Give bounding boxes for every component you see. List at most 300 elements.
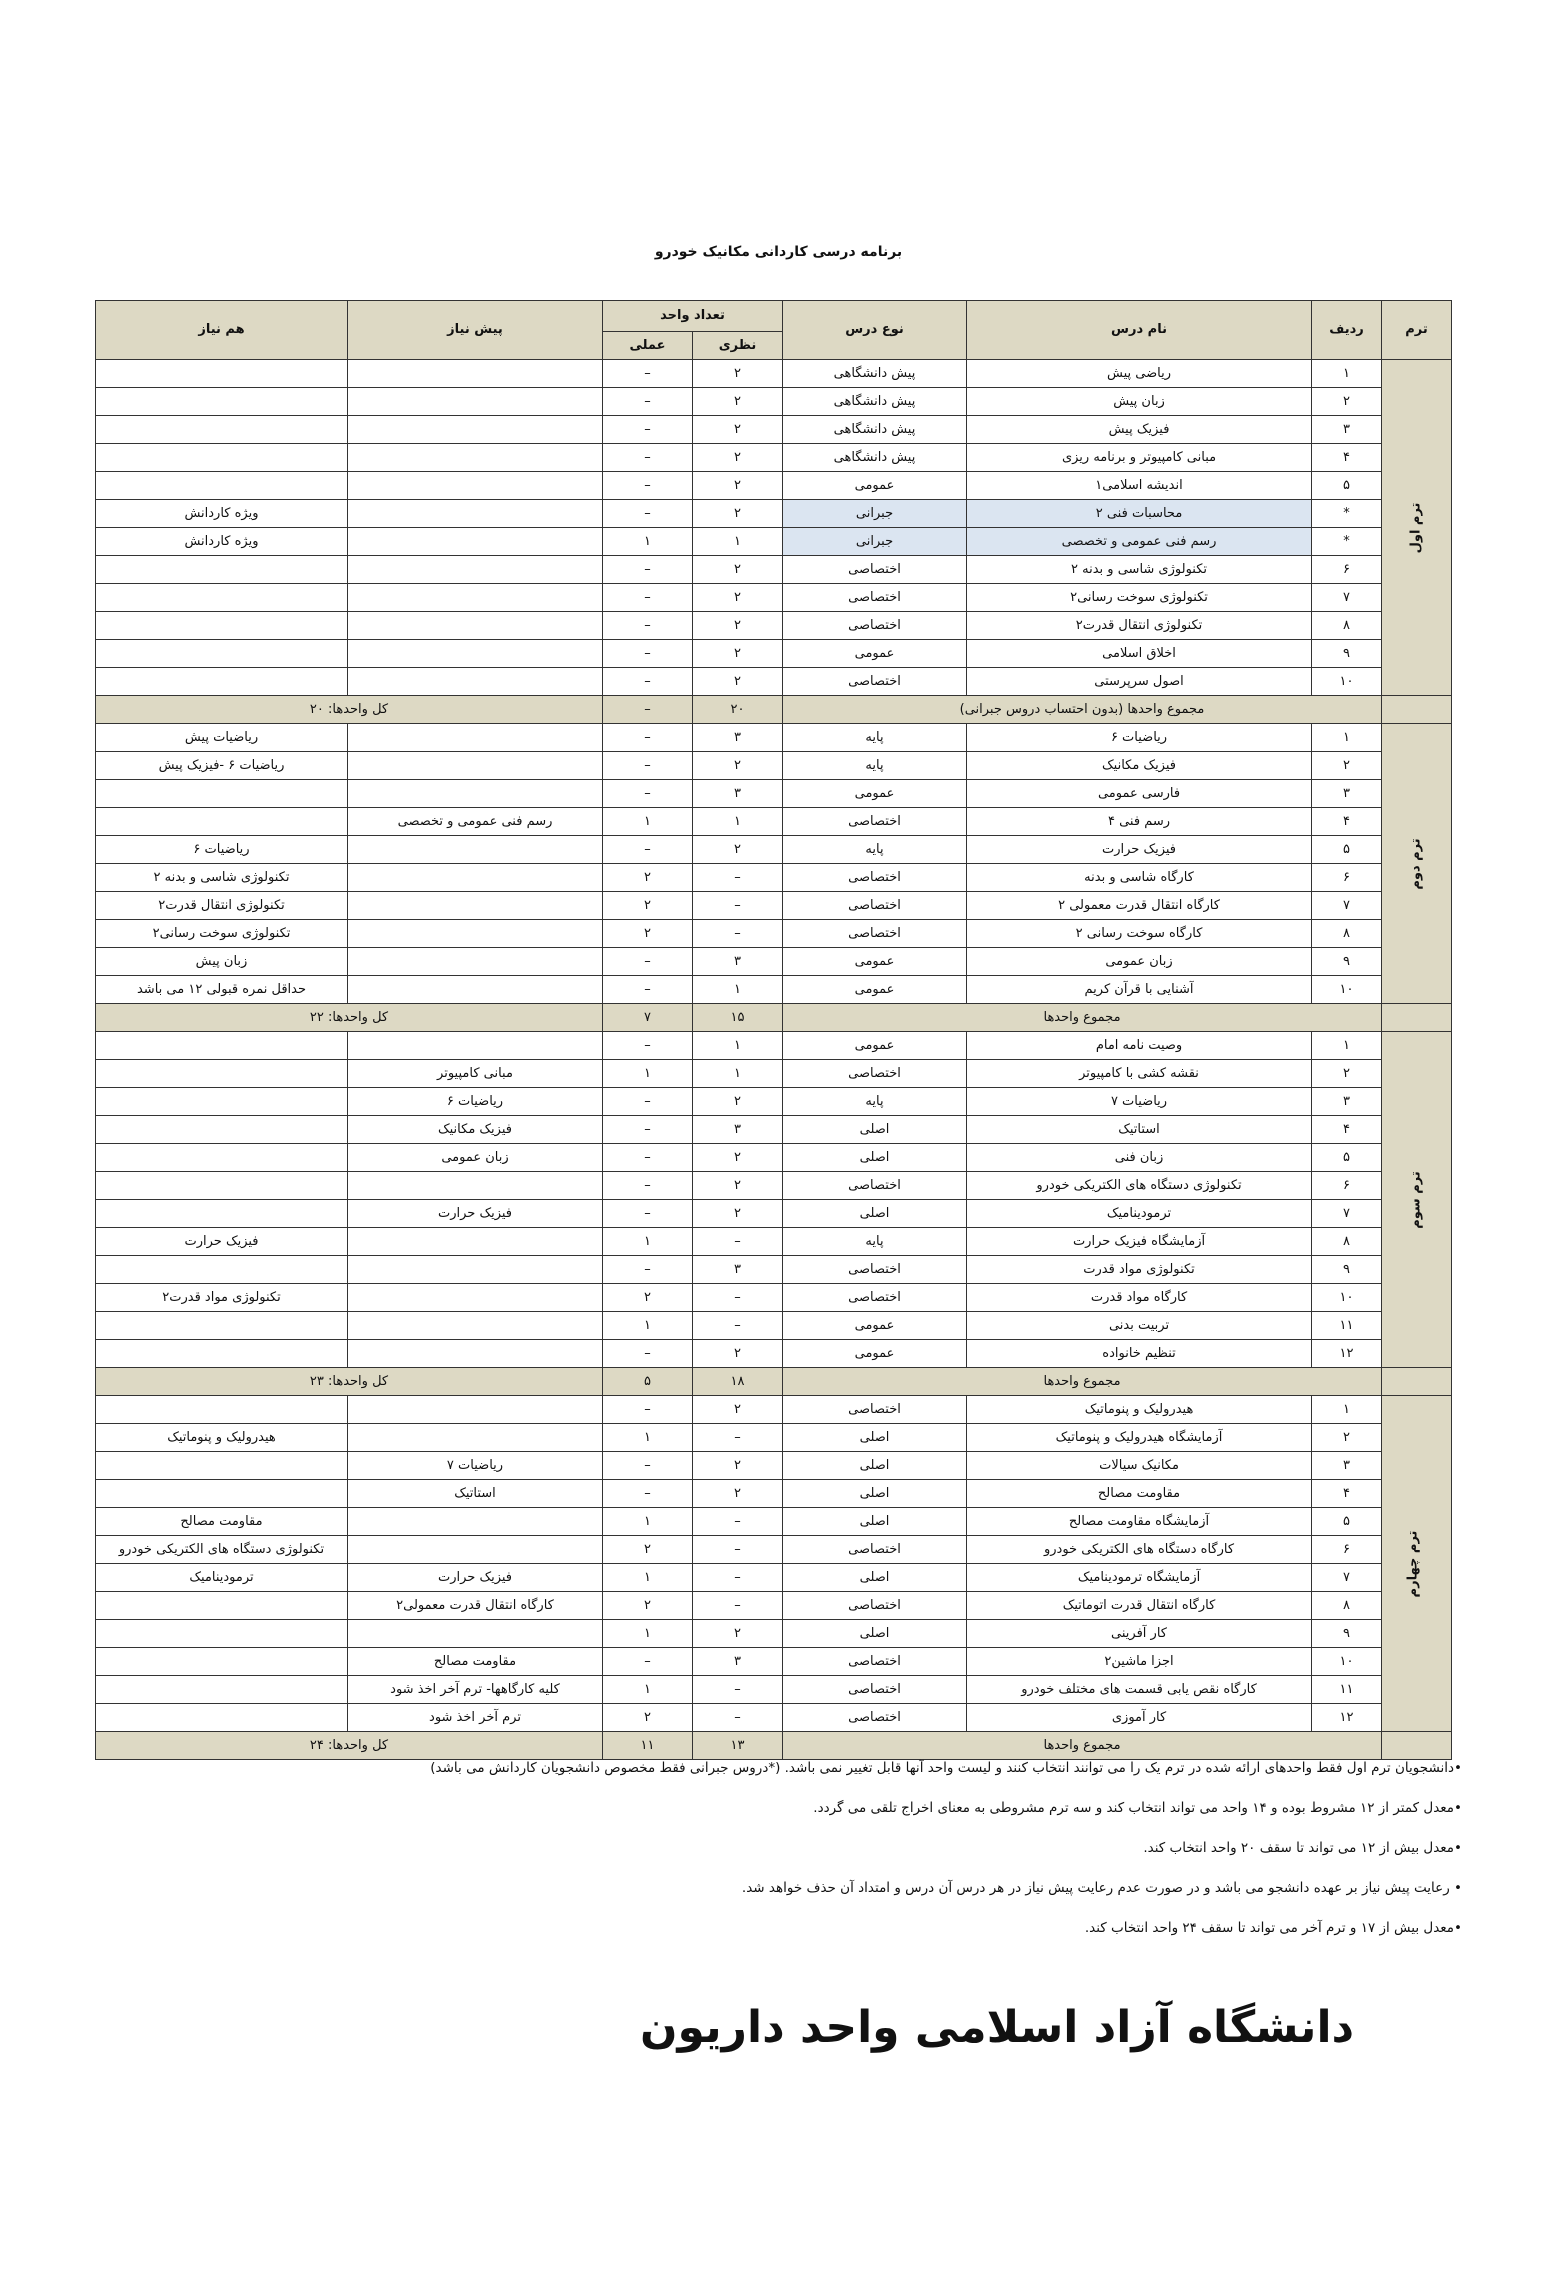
corequisite — [96, 1144, 348, 1172]
summary-theory: ۱۸ — [693, 1368, 783, 1396]
table-row — [96, 1116, 1452, 1144]
header-row: ردیف — [1312, 301, 1382, 360]
header-course: نام درس — [967, 301, 1312, 360]
corequisite — [96, 1340, 348, 1368]
row-number: ۴ — [1312, 1116, 1382, 1144]
row-number: ۸ — [1312, 1228, 1382, 1256]
theory-units: – — [693, 1564, 783, 1592]
header-coreq: هم نیاز — [96, 301, 348, 360]
term-label — [1382, 1032, 1452, 1368]
row-number: ۱ — [1312, 1032, 1382, 1060]
prerequisite — [348, 1396, 603, 1424]
theory-units: ۲ — [693, 584, 783, 612]
prerequisite — [348, 388, 603, 416]
theory-units: ۲ — [693, 388, 783, 416]
practical-units: – — [603, 360, 693, 388]
theory-units: – — [693, 1424, 783, 1452]
corequisite — [96, 808, 348, 836]
row-number: ۳ — [1312, 780, 1382, 808]
corequisite — [96, 1592, 348, 1620]
corequisite: زبان پیش — [96, 948, 348, 976]
course-name: آشنایی با قرآن کریم — [967, 976, 1312, 1004]
summary-term-spacer — [1382, 1004, 1452, 1032]
summary-practical: ۱۱ — [603, 1732, 693, 1760]
course-type: پیش دانشگاهی — [783, 360, 967, 388]
practical-units: ۱ — [603, 1564, 693, 1592]
prerequisite — [348, 416, 603, 444]
course-type: اختصاصی — [783, 1676, 967, 1704]
practical-units: – — [603, 780, 693, 808]
university-logo — [105, 1992, 1355, 2062]
table-row — [96, 640, 1452, 668]
note-item: • رعایت پیش نیاز بر عهده دانشجو می باشد و در صورت عدم رعایت پیش نیاز در هر درس آن درس و امتداد آن حذف خواهد شد. — [741, 1880, 1462, 1896]
row-number: ۶ — [1312, 1172, 1382, 1200]
practical-units: – — [603, 640, 693, 668]
prerequisite — [348, 1620, 603, 1648]
practical-units: – — [603, 1340, 693, 1368]
summary-theory: ۱۵ — [693, 1004, 783, 1032]
corequisite — [96, 360, 348, 388]
row-number: ۲ — [1312, 1424, 1382, 1452]
curriculum-table — [95, 300, 1452, 1760]
summary-label: مجموع واحدها (بدون احتساب دروس جبرانی) — [783, 696, 1382, 724]
corequisite — [96, 1256, 348, 1284]
prerequisite — [348, 584, 603, 612]
term-label — [1382, 724, 1452, 1004]
header-theory: نظری — [693, 332, 783, 360]
course-name: آزمایشگاه مقاومت مصالح — [967, 1508, 1312, 1536]
practical-units: ۲ — [603, 920, 693, 948]
table-row — [96, 1172, 1452, 1200]
theory-units: ۱ — [693, 976, 783, 1004]
course-name: اخلاق اسلامی — [967, 640, 1312, 668]
practical-units: – — [603, 556, 693, 584]
prerequisite — [348, 612, 603, 640]
table-row — [96, 864, 1452, 892]
course-type: اختصاصی — [783, 1256, 967, 1284]
summary-practical: ۷ — [603, 1004, 693, 1032]
prerequisite — [348, 1032, 603, 1060]
term-summary-row — [96, 1732, 1452, 1760]
row-number: ۳ — [1312, 1452, 1382, 1480]
course-type: اختصاصی — [783, 612, 967, 640]
theory-units: ۲ — [693, 556, 783, 584]
corequisite: تکنولوژی انتقال قدرت۲ — [96, 892, 348, 920]
header-units: تعداد واحد — [603, 301, 783, 332]
prerequisite: زبان عمومی — [348, 1144, 603, 1172]
table-row — [96, 1396, 1452, 1424]
prerequisite: کلیه کارگاهها- ترم آخر اخذ شود — [348, 1676, 603, 1704]
course-name: اندیشه اسلامی۱ — [967, 472, 1312, 500]
corequisite: ریاضیات ۶ -فیزیک پیش — [96, 752, 348, 780]
practical-units: – — [603, 1200, 693, 1228]
course-type: عمومی — [783, 640, 967, 668]
corequisite — [96, 1480, 348, 1508]
corequisite — [96, 416, 348, 444]
course-type: پایه — [783, 1228, 967, 1256]
table-row — [96, 1144, 1452, 1172]
course-name: ترمودینامیک — [967, 1200, 1312, 1228]
note-item: •دانشجویان ترم اول فقط واحدهای ارائه شده در ترم یک را می توانند انتخاب کنند و لیست واحد آنها قابل تغییر نمی باشد. (*دروس جبرانی فقط مخصوص دانشجویان کاردانش می باشد) — [430, 1760, 1462, 1776]
table-row — [96, 724, 1452, 752]
row-number: ۴ — [1312, 1480, 1382, 1508]
practical-units: ۲ — [603, 864, 693, 892]
theory-units: ۲ — [693, 1088, 783, 1116]
practical-units: ۱ — [603, 1424, 693, 1452]
table-row — [96, 892, 1452, 920]
course-type: اختصاصی — [783, 808, 967, 836]
practical-units: – — [603, 500, 693, 528]
row-number: ۷ — [1312, 584, 1382, 612]
course-type: اصلی — [783, 1452, 967, 1480]
row-number: ۲ — [1312, 1060, 1382, 1088]
summary-total: کل واحدها: ۲۳ — [96, 1368, 603, 1396]
table-row — [96, 1060, 1452, 1088]
row-number: ۵ — [1312, 472, 1382, 500]
course-type: اختصاصی — [783, 864, 967, 892]
practical-units: – — [603, 1648, 693, 1676]
corequisite — [96, 1116, 348, 1144]
course-type: عمومی — [783, 780, 967, 808]
course-type: پیش دانشگاهی — [783, 388, 967, 416]
table-row — [96, 472, 1452, 500]
prerequisite: مقاومت مصالح — [348, 1648, 603, 1676]
prerequisite — [348, 752, 603, 780]
course-name: تکنولوژی انتقال قدرت۲ — [967, 612, 1312, 640]
theory-units: ۲ — [693, 1144, 783, 1172]
course-name: تنظیم خانواده — [967, 1340, 1312, 1368]
practical-units: ۲ — [603, 1592, 693, 1620]
row-number: ۷ — [1312, 1200, 1382, 1228]
prerequisite: ترم آخر اخذ شود — [348, 1704, 603, 1732]
course-name: نقشه کشی با کامپیوتر — [967, 1060, 1312, 1088]
table-row — [96, 1564, 1452, 1592]
term-label-text: ترم دوم — [1408, 837, 1424, 890]
course-type: عمومی — [783, 976, 967, 1004]
corequisite — [96, 1200, 348, 1228]
table-row — [96, 1032, 1452, 1060]
course-name: آزمایشگاه فیزیک حرارت — [967, 1228, 1312, 1256]
prerequisite — [348, 1340, 603, 1368]
table-row — [96, 416, 1452, 444]
corequisite — [96, 1088, 348, 1116]
course-name: تکنولوژی شاسی و بدنه ۲ — [967, 556, 1312, 584]
prerequisite: استاتیک — [348, 1480, 603, 1508]
theory-units: ۲ — [693, 668, 783, 696]
table-row — [96, 1256, 1452, 1284]
course-name: مقاومت مصالح — [967, 1480, 1312, 1508]
corequisite — [96, 1620, 348, 1648]
prerequisite: ریاضیات ۶ — [348, 1088, 603, 1116]
theory-units: – — [693, 1676, 783, 1704]
course-name: رسم فنی ۴ — [967, 808, 1312, 836]
row-number: ۵ — [1312, 836, 1382, 864]
table-row — [96, 584, 1452, 612]
theory-units: ۳ — [693, 948, 783, 976]
course-type: اختصاصی — [783, 1648, 967, 1676]
term-summary-row — [96, 696, 1452, 724]
practical-units: – — [603, 668, 693, 696]
course-name: کارگاه مواد قدرت — [967, 1284, 1312, 1312]
prerequisite — [348, 724, 603, 752]
course-name: فیزیک پیش — [967, 416, 1312, 444]
corequisite — [96, 444, 348, 472]
table-row — [96, 1508, 1452, 1536]
course-name: کارگاه سوخت رسانی ۲ — [967, 920, 1312, 948]
table-row — [96, 500, 1452, 528]
course-name: مبانی کامپیوتر و برنامه ریزی — [967, 444, 1312, 472]
term-label — [1382, 360, 1452, 696]
practical-units: – — [603, 1088, 693, 1116]
row-number: ۷ — [1312, 1564, 1382, 1592]
prerequisite — [348, 1312, 603, 1340]
table-row — [96, 976, 1452, 1004]
practical-units: ۱ — [603, 1620, 693, 1648]
course-name: اجزا ماشین۲ — [967, 1648, 1312, 1676]
prerequisite: ریاضیات ۷ — [348, 1452, 603, 1480]
theory-units: ۲ — [693, 1200, 783, 1228]
prerequisite — [348, 780, 603, 808]
theory-units: ۳ — [693, 1116, 783, 1144]
corequisite — [96, 1172, 348, 1200]
table-row — [96, 1424, 1452, 1452]
corequisite — [96, 388, 348, 416]
course-name: زبان فنی — [967, 1144, 1312, 1172]
theory-units: ۱ — [693, 808, 783, 836]
course-name: تکنولوژی سوخت رسانی۲ — [967, 584, 1312, 612]
practical-units: – — [603, 1172, 693, 1200]
row-number: ۳ — [1312, 1088, 1382, 1116]
table-row — [96, 836, 1452, 864]
theory-units: ۱ — [693, 528, 783, 556]
theory-units: – — [693, 1704, 783, 1732]
corequisite — [96, 668, 348, 696]
course-name: تکنولوژی مواد قدرت — [967, 1256, 1312, 1284]
theory-units: – — [693, 1284, 783, 1312]
corequisite: تکنولوژی مواد قدرت۲ — [96, 1284, 348, 1312]
prerequisite — [348, 1424, 603, 1452]
row-number: ۹ — [1312, 640, 1382, 668]
table-row — [96, 920, 1452, 948]
course-name: اصول سرپرستی — [967, 668, 1312, 696]
corequisite — [96, 1452, 348, 1480]
course-type: اختصاصی — [783, 1060, 967, 1088]
theory-units: ۲ — [693, 1620, 783, 1648]
prerequisite — [348, 528, 603, 556]
term-label — [1382, 1396, 1452, 1732]
table-row — [96, 1284, 1452, 1312]
course-type: اختصاصی — [783, 1704, 967, 1732]
practical-units: – — [603, 416, 693, 444]
course-type: اصلی — [783, 1480, 967, 1508]
practical-units: – — [603, 612, 693, 640]
summary-label: مجموع واحدها — [783, 1004, 1382, 1032]
practical-units: – — [603, 724, 693, 752]
course-type: اصلی — [783, 1620, 967, 1648]
table-row — [96, 752, 1452, 780]
course-type: اصلی — [783, 1116, 967, 1144]
practical-units: – — [603, 1144, 693, 1172]
summary-theory: ۲۰ — [693, 696, 783, 724]
corequisite: حداقل نمره قبولی ۱۲ می باشد — [96, 976, 348, 1004]
table-row — [96, 528, 1452, 556]
theory-units: ۲ — [693, 1396, 783, 1424]
notes-section — [106, 1757, 1462, 1957]
row-number: ۲ — [1312, 752, 1382, 780]
corequisite: تکنولوژی سوخت رسانی۲ — [96, 920, 348, 948]
practical-units: – — [603, 472, 693, 500]
course-name: فیزیک مکانیک — [967, 752, 1312, 780]
row-number: ۱ — [1312, 1396, 1382, 1424]
theory-units: ۳ — [693, 1256, 783, 1284]
corequisite — [96, 584, 348, 612]
theory-units: ۳ — [693, 1648, 783, 1676]
header-prereq: پیش نیاز — [348, 301, 603, 360]
practical-units: ۱ — [603, 808, 693, 836]
prerequisite — [348, 1228, 603, 1256]
theory-units: ۲ — [693, 472, 783, 500]
course-name: زبان پیش — [967, 388, 1312, 416]
row-number: ۴ — [1312, 808, 1382, 836]
course-name: هیدرولیک و پنوماتیک — [967, 1396, 1312, 1424]
course-type: اختصاصی — [783, 920, 967, 948]
row-number: ۷ — [1312, 892, 1382, 920]
table-row — [96, 1200, 1452, 1228]
table-row — [96, 808, 1452, 836]
note-item: •معدل کمتر از ۱۲ مشروط بوده و ۱۴ واحد می تواند انتخاب کند و سه ترم مشروطی به معنای اخراج تلقی می گردد. — [813, 1800, 1462, 1816]
row-number: * — [1312, 528, 1382, 556]
course-name: کارگاه انتقال قدرت معمولی ۲ — [967, 892, 1312, 920]
theory-units: – — [693, 1228, 783, 1256]
course-type: اختصاصی — [783, 1172, 967, 1200]
practical-units: – — [603, 584, 693, 612]
corequisite: ریاضیات ۶ — [96, 836, 348, 864]
summary-term-spacer — [1382, 1732, 1452, 1760]
prerequisite: مبانی کامپیوتر — [348, 1060, 603, 1088]
row-number: ۱۰ — [1312, 1648, 1382, 1676]
prerequisite: کارگاه انتقال قدرت معمولی۲ — [348, 1592, 603, 1620]
table-row — [96, 1228, 1452, 1256]
summary-practical: ۵ — [603, 1368, 693, 1396]
course-type: عمومی — [783, 1032, 967, 1060]
theory-units: ۱ — [693, 1032, 783, 1060]
theory-units: ۲ — [693, 1480, 783, 1508]
practical-units: ۱ — [603, 1676, 693, 1704]
prerequisite — [348, 864, 603, 892]
course-type: اصلی — [783, 1424, 967, 1452]
prerequisite — [348, 472, 603, 500]
corequisite — [96, 1648, 348, 1676]
corequisite: فیزیک حرارت — [96, 1228, 348, 1256]
table-row — [96, 780, 1452, 808]
table-row — [96, 612, 1452, 640]
course-type: اصلی — [783, 1200, 967, 1228]
practical-units: – — [603, 1452, 693, 1480]
corequisite: مقاومت مصالح — [96, 1508, 348, 1536]
table-row — [96, 1704, 1452, 1732]
prerequisite — [348, 556, 603, 584]
practical-units: ۲ — [603, 892, 693, 920]
prerequisite — [348, 444, 603, 472]
corequisite — [96, 472, 348, 500]
practical-units: ۱ — [603, 1228, 693, 1256]
row-number: ۹ — [1312, 1256, 1382, 1284]
course-name: کارگاه دستگاه های الکتریکی خودرو — [967, 1536, 1312, 1564]
corequisite: ترمودینامیک — [96, 1564, 348, 1592]
prerequisite — [348, 668, 603, 696]
corequisite: ریاضیات پیش — [96, 724, 348, 752]
course-type: اختصاصی — [783, 556, 967, 584]
summary-label: مجموع واحدها — [783, 1368, 1382, 1396]
corequisite — [96, 1396, 348, 1424]
theory-units: ۲ — [693, 836, 783, 864]
course-type: اختصاصی — [783, 584, 967, 612]
logo-text: دانشگاه آزاد اسلامی واحد داریون — [640, 2002, 1355, 2053]
corequisite — [96, 1676, 348, 1704]
corequisite: ویژه کاردانش — [96, 500, 348, 528]
course-name: تکنولوژی دستگاه های الکتریکی خودرو — [967, 1172, 1312, 1200]
table-row — [96, 1648, 1452, 1676]
course-type: اصلی — [783, 1564, 967, 1592]
row-number: ۵ — [1312, 1508, 1382, 1536]
theory-units: – — [693, 1536, 783, 1564]
table-row — [96, 1536, 1452, 1564]
theory-units: ۱ — [693, 1060, 783, 1088]
course-type: اختصاصی — [783, 1536, 967, 1564]
page-title: برنامه درسی کاردانی مکانیک خودرو — [654, 244, 903, 260]
course-type: جبرانی — [783, 500, 967, 528]
corequisite — [96, 1060, 348, 1088]
prerequisite: فیزیک حرارت — [348, 1564, 603, 1592]
course-type: عمومی — [783, 1340, 967, 1368]
prerequisite — [348, 1508, 603, 1536]
practical-units: ۱ — [603, 528, 693, 556]
practical-units: – — [603, 1032, 693, 1060]
row-number: ۶ — [1312, 864, 1382, 892]
corequisite — [96, 640, 348, 668]
course-name: کار آموزی — [967, 1704, 1312, 1732]
course-name: کارگاه نقص یابی قسمت های مختلف خودرو — [967, 1676, 1312, 1704]
course-name: ریاضی پیش — [967, 360, 1312, 388]
theory-units: ۳ — [693, 780, 783, 808]
practical-units: ۱ — [603, 1060, 693, 1088]
table-row — [96, 1480, 1452, 1508]
table-row — [96, 1452, 1452, 1480]
row-number: ۸ — [1312, 612, 1382, 640]
corequisite: تکنولوژی دستگاه های الکتریکی خودرو — [96, 1536, 348, 1564]
summary-total: کل واحدها: ۲۴ — [96, 1732, 603, 1760]
corequisite — [96, 1704, 348, 1732]
row-number: ۶ — [1312, 556, 1382, 584]
theory-units: ۲ — [693, 444, 783, 472]
course-name: فارسی عمومی — [967, 780, 1312, 808]
row-number: ۴ — [1312, 444, 1382, 472]
course-type: اختصاصی — [783, 1396, 967, 1424]
summary-practical: – — [603, 696, 693, 724]
row-number: ۱۲ — [1312, 1704, 1382, 1732]
practical-units: – — [603, 444, 693, 472]
row-number: ۱۰ — [1312, 668, 1382, 696]
practical-units: – — [603, 1256, 693, 1284]
course-name: کارگاه شاسی و بدنه — [967, 864, 1312, 892]
course-type: پایه — [783, 1088, 967, 1116]
course-type: عمومی — [783, 472, 967, 500]
course-type: پایه — [783, 836, 967, 864]
term-label-text: ترم اول — [1408, 502, 1424, 553]
prerequisite — [348, 1256, 603, 1284]
course-name: کار آفرینی — [967, 1620, 1312, 1648]
prerequisite: فیزیک حرارت — [348, 1200, 603, 1228]
